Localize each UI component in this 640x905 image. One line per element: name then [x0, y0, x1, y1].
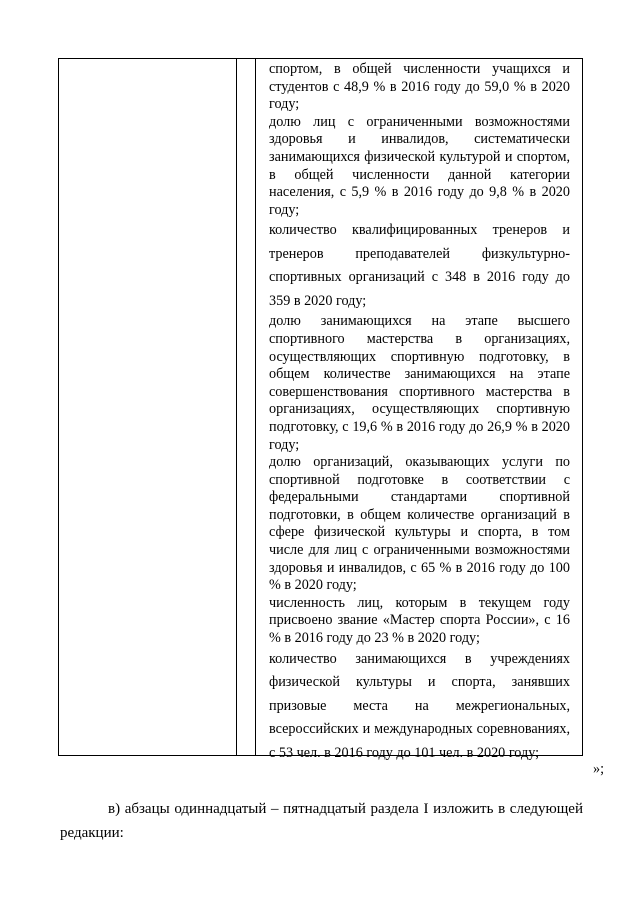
table-paragraph-disabled-persons: долю лиц с ограниченными возможностями здоровья и инвалидов, систематически занимающихся физической культурой и спортом, в общей численности данной категории населения, с 5,9 % в 2016 году до 9,8 % в 2020 году; — [269, 113, 570, 218]
table-cell-text — [269, 61, 570, 765]
table-paragraph-high-mastery: долю занимающихся на этапе высшего спортивного мастерства в организациях, осуществляющих спортивную подготовку, в общем количестве занимающихся на этапе совершенствования спортивного мастерства в организациях, осуществляющих спортивную подготовку, с 19,6 % в 2016 году до 26,9 % в 2020 году; — [269, 313, 570, 453]
table-column-divider-2 — [255, 59, 256, 755]
table-column-divider-1 — [236, 59, 237, 755]
table-paragraph-students-sport: спортом, в общей численности учащихся и студентов с 48,9 % в 2016 году до 59,0 % в 2020 году; — [269, 61, 570, 113]
table-paragraph-prize-winners: количество занимающихся в учреждениях физической культуры и спорта, занявших призовые места на межрегиональных, всероссийских и международных соревнованиях, с 53 чел. в 2016 году до 101 чел. в 2020 году; — [269, 650, 570, 761]
table-paragraph-qualified-trainers: количество квалифицированных тренеров и тренеров преподавателей физкультурно-спортивных организаций с 348 в 2016 году до 359 в 2020 году; — [269, 222, 570, 309]
table-paragraph-sport-organizations: долю организаций, оказывающих услуги по спортивной подготовке в соответствии с федеральными стандартами спортивной подготовки, в общем количестве организаций в сфере физической культуры и спорта, в том числе для лиц с ограниченными возможностями здоровья и инвалидов, с 65 % в 2016 году до 100 % в 2020 году; — [269, 454, 570, 594]
body-paragraph: в) абзацы одиннадцатый – пятнадцатый раздела I изложить в следующей редакции: — [60, 801, 583, 841]
table-paragraph-master-of-sport: численность лиц, которым в текущем году присвоено звание «Мастер спорта России», с 16 % в 2016 году до 23 % в 2020 году; — [269, 594, 570, 647]
closing-quote: »; — [593, 761, 605, 777]
document-table — [58, 58, 583, 761]
